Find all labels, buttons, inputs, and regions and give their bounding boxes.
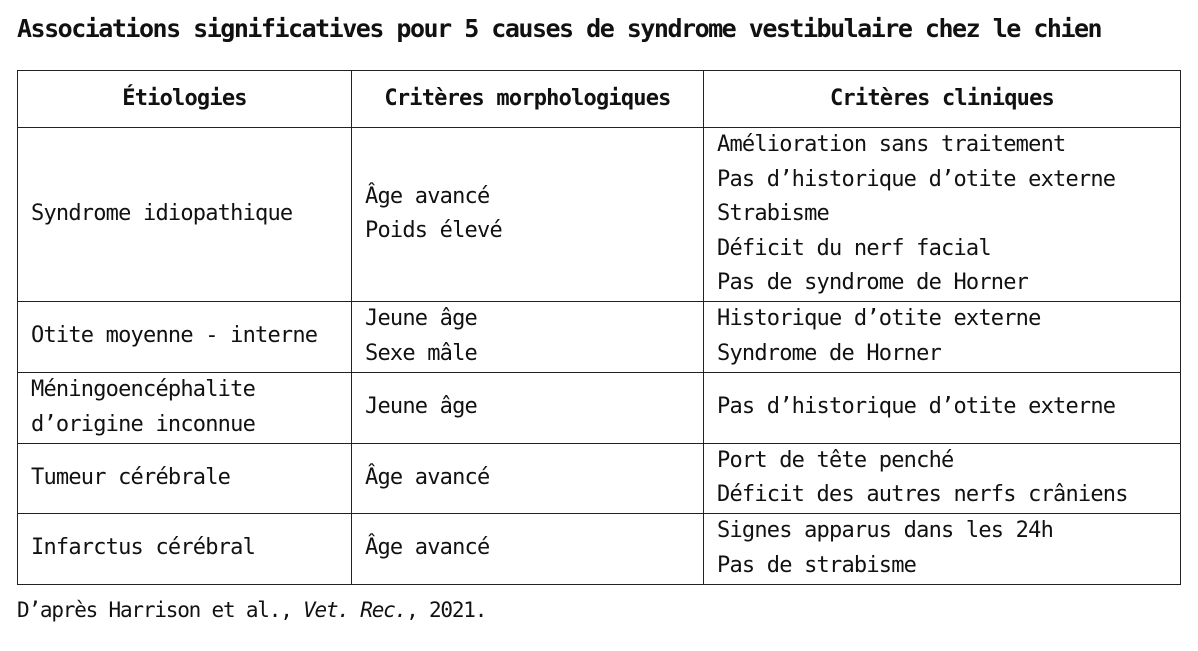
cell-line: Âge avancé: [365, 535, 490, 561]
cell-line: Pas de syndrome de Horner: [717, 270, 1029, 295]
table-row: [18, 513, 1181, 584]
cell-line: Poids élevé: [365, 218, 502, 244]
header-criteres-cliniques: Critères cliniques: [704, 71, 1181, 128]
source-prefix: D’après Harrison et al.,: [17, 598, 304, 622]
source-citation: [17, 598, 486, 622]
source-journal: Vet. Rec.: [303, 598, 407, 622]
cell-line: d’origine inconnue: [31, 411, 256, 437]
etiology-cell: [18, 443, 352, 513]
clinique-cell: [704, 128, 1181, 302]
clinique-cell: [704, 301, 1181, 372]
source-suffix: , 2021.: [406, 598, 487, 622]
morpho-cell: [352, 513, 704, 584]
etiology-cell: [18, 128, 352, 302]
cell-line: Jeune âge: [365, 306, 478, 331]
header-criteres-morphologiques: Critères morphologiques: [352, 71, 704, 128]
table-row: [18, 372, 1181, 443]
clinique-cell: [704, 372, 1181, 443]
morpho-cell: [352, 128, 704, 302]
table-row: [18, 443, 1181, 513]
cell-line: Otite moyenne - interne: [31, 323, 318, 349]
cell-line: Infarctus cérébral: [31, 535, 256, 561]
cell-line: Signes apparus dans les 24h: [717, 518, 1054, 543]
table-row: [18, 128, 1181, 302]
table-title: Associations significatives pour 5 causes de syndrome vestibulaire chez le chien: [17, 14, 1102, 43]
cell-line: Déficit des autres nerfs crâniens: [717, 482, 1128, 507]
cell-line: Tumeur cérébrale: [31, 464, 231, 490]
clinique-cell: [704, 513, 1181, 584]
cell-line: Méningoencéphalite: [31, 377, 256, 402]
header-etiologies: Étiologies: [18, 71, 352, 128]
cell-line: Port de tête penché: [717, 447, 954, 473]
cell-line: Âge avancé: [365, 464, 490, 490]
cell-line: Syndrome de Horner: [717, 340, 942, 366]
cell-line: Pas d’historique d’otite externe: [717, 166, 1116, 192]
data-table: [17, 70, 1181, 585]
etiology-cell: [18, 301, 352, 372]
etiology-cell: [18, 372, 352, 443]
cell-line: Amélioration sans traitement: [717, 132, 1066, 157]
clinique-cell: [704, 443, 1181, 513]
cell-line: Pas de strabisme: [717, 552, 917, 578]
morpho-cell: [352, 301, 704, 372]
table-row: [18, 301, 1181, 372]
cell-line: Déficit du nerf facial: [717, 235, 991, 261]
morpho-cell: [352, 443, 704, 513]
cell-line: Âge avancé: [365, 183, 490, 209]
morpho-cell: [352, 372, 704, 443]
cell-line: Strabisme: [717, 201, 830, 226]
cell-line: Syndrome idiopathique: [31, 201, 293, 226]
etiology-cell: [18, 513, 352, 584]
cell-line: Historique d’otite externe: [717, 306, 1041, 331]
header-row: [18, 71, 1181, 128]
cell-line: Sexe mâle: [365, 340, 478, 366]
cell-line: Pas d’historique d’otite externe: [717, 394, 1116, 420]
cell-line: Jeune âge: [365, 394, 478, 420]
